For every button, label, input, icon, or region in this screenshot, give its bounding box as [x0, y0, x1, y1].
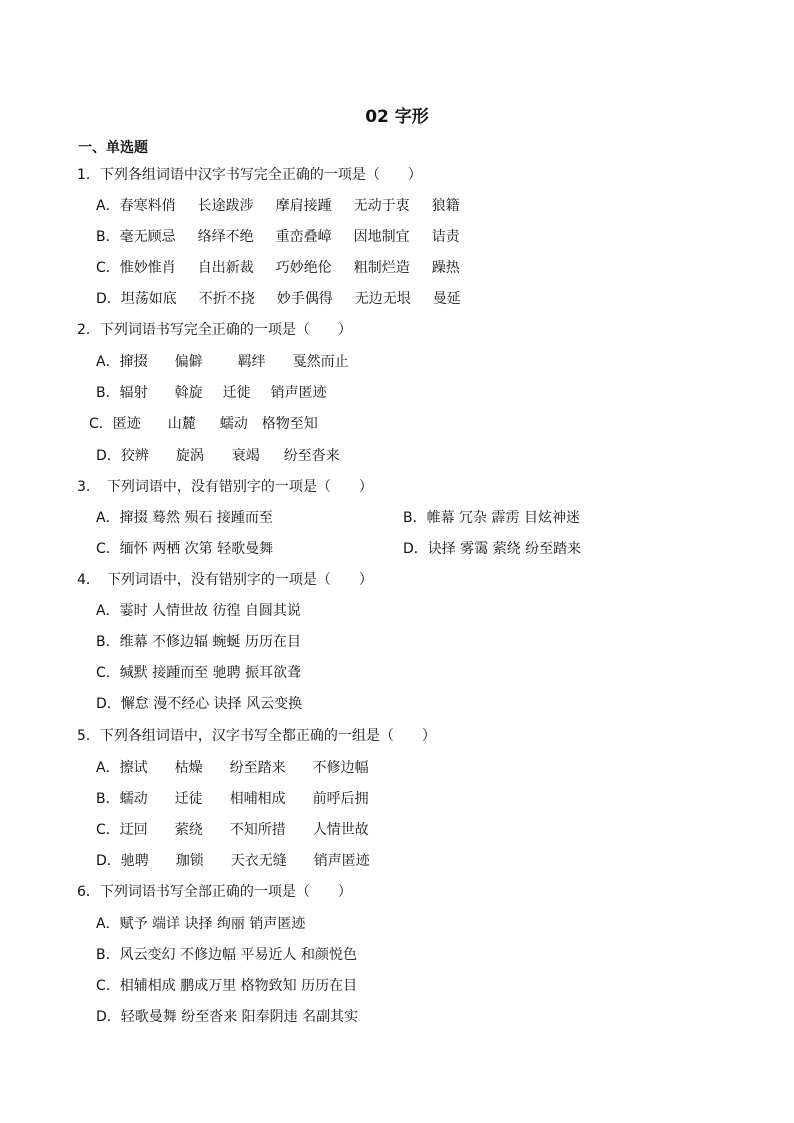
option-word: 山麓: [167, 416, 196, 432]
option-word: 戛然而止: [292, 354, 349, 370]
option-word: 无动于衷: [353, 198, 410, 214]
question-1-option-a[interactable]: [96, 196, 460, 216]
option-word: 迁徙: [222, 385, 251, 401]
option-word: C．匿迹: [89, 416, 141, 432]
option-word: A．撺掇: [96, 354, 148, 370]
option-word: 因地制宜: [353, 229, 410, 245]
option-word: 衰竭: [231, 448, 260, 464]
option-word: C．迂回: [96, 822, 148, 838]
option-word: 络绎不绝: [197, 229, 254, 245]
option-word: 不折不挠: [198, 291, 255, 307]
question-6-option-b[interactable]: B．风云变幻 不修边幅 平易近人 和颜悦色: [96, 947, 357, 963]
option-word: A．擦试: [96, 760, 148, 776]
option-word: 摩肩接踵: [275, 198, 332, 214]
option-word: 偏僻: [174, 354, 203, 370]
option-word: 巧妙绝伦: [275, 260, 332, 276]
question-4-stem: 4． 下列词语中，没有错别字的一项是（ ）: [77, 572, 373, 588]
question-6-option-d[interactable]: D．轻歌曼舞 纷至沓来 阳奉阴违 名副其实: [96, 1009, 359, 1025]
option-word: 销声匿迹: [313, 853, 370, 869]
question-2-option-c[interactable]: [89, 414, 318, 434]
option-word: 纷至沓来: [283, 448, 340, 464]
option-word: 不知所措: [229, 822, 286, 838]
option-word: 蠕动: [219, 416, 248, 432]
question-6-option-c[interactable]: C．相辅相成 鹏成万里 格物致知 历历在目: [96, 978, 358, 994]
option-word: 格物至知: [261, 416, 318, 432]
option-word: 诘责: [431, 229, 460, 245]
question-1-option-b[interactable]: [96, 227, 460, 247]
question-5-option-c[interactable]: [96, 820, 369, 840]
option-word: 珈锁: [175, 853, 204, 869]
option-word: B．辐射: [96, 385, 148, 401]
option-word: 迁徒: [174, 791, 203, 807]
question-2-option-a[interactable]: [96, 352, 349, 372]
option-word: 天衣无缝: [230, 853, 287, 869]
question-1-option-c[interactable]: [96, 258, 460, 278]
question-5-option-b[interactable]: [96, 789, 369, 809]
option-word: 萦绕: [174, 822, 203, 838]
option-word: 长途跋涉: [197, 198, 254, 214]
question-3-option-d[interactable]: D．诀择 雾霭 萦绕 纷至踏来: [403, 541, 582, 557]
page-title: 02 字形: [365, 107, 429, 127]
question-4-option-a[interactable]: A．霎时 人情世故 彷徨 自圆其说: [96, 603, 301, 619]
option-word: 曼延: [432, 291, 461, 307]
question-5-option-a[interactable]: [96, 758, 369, 778]
question-1-stem: 1．下列各组词语中汉字书写完全正确的一项是（ ）: [77, 167, 422, 183]
option-word: 前呼后拥: [312, 791, 369, 807]
option-word: 重峦叠嶂: [275, 229, 332, 245]
option-word: 旋涡: [175, 448, 204, 464]
option-word: 斡旋: [174, 385, 203, 401]
question-3-option-c[interactable]: C．缅怀 两栖 次第 轻歌曼舞: [96, 541, 274, 557]
question-6-option-a[interactable]: A．赋予 端详 诀择 绚丽 销声匿迹: [96, 916, 306, 932]
question-3-option-a[interactable]: A．撺掇 蓦然 殒石 接踵而至: [96, 510, 273, 526]
question-4-option-b[interactable]: B．维幕 不修边辐 蜿蜒 历历在目: [96, 634, 301, 650]
question-4-option-d[interactable]: D．懈怠 漫不经心 诀择 风云变换: [96, 696, 303, 712]
option-word: D．坦荡如底: [96, 291, 177, 307]
option-word: 人情世故: [312, 822, 369, 838]
question-1-option-d[interactable]: [96, 289, 461, 309]
option-word: 纷至踏来: [229, 760, 286, 776]
option-word: 躁热: [431, 260, 460, 276]
option-word: 无边无垠: [354, 291, 411, 307]
option-word: 销声匿迹: [270, 385, 327, 401]
option-word: B．毫无顾忌: [96, 229, 176, 245]
question-2-option-d[interactable]: [96, 446, 340, 466]
option-word: 粗制烂造: [353, 260, 410, 276]
question-6-stem: 6．下列词语书写全部正确的一项是（ ）: [77, 884, 352, 900]
question-4-option-c[interactable]: C．缄默 接踵而至 驰聘 振耳欲聋: [96, 665, 302, 681]
option-word: 枯燥: [174, 760, 203, 776]
option-word: 自出新裁: [197, 260, 254, 276]
option-word: D．驰聘: [96, 853, 149, 869]
option-word: 狼籍: [431, 198, 460, 214]
question-3-option-b[interactable]: B．帷幕 冗杂 霹雳 目炫神迷: [403, 510, 580, 526]
section-heading: 一、单选题: [78, 140, 148, 156]
option-word: A．春寒料俏: [96, 198, 176, 214]
option-word: 羁绊: [237, 354, 266, 370]
option-word: 不修边幅: [312, 760, 369, 776]
question-2-option-b[interactable]: [96, 383, 327, 403]
question-3-stem: 3． 下列词语中，没有错别字的一项是（ ）: [77, 479, 373, 495]
option-word: 相哺相成: [229, 791, 286, 807]
option-word: B．蠕动: [96, 791, 148, 807]
question-5-option-d[interactable]: [96, 851, 370, 871]
question-2-stem: 2．下列词语书写完全正确的一项是（ ）: [77, 322, 352, 338]
question-5-stem: 5．下列各组词语中，汉字书写全都正确的一组是（ ）: [77, 728, 436, 744]
option-word: 妙手偶得: [276, 291, 333, 307]
option-word: C．惟妙惟肖: [96, 260, 176, 276]
option-word: D．狡辨: [96, 448, 149, 464]
